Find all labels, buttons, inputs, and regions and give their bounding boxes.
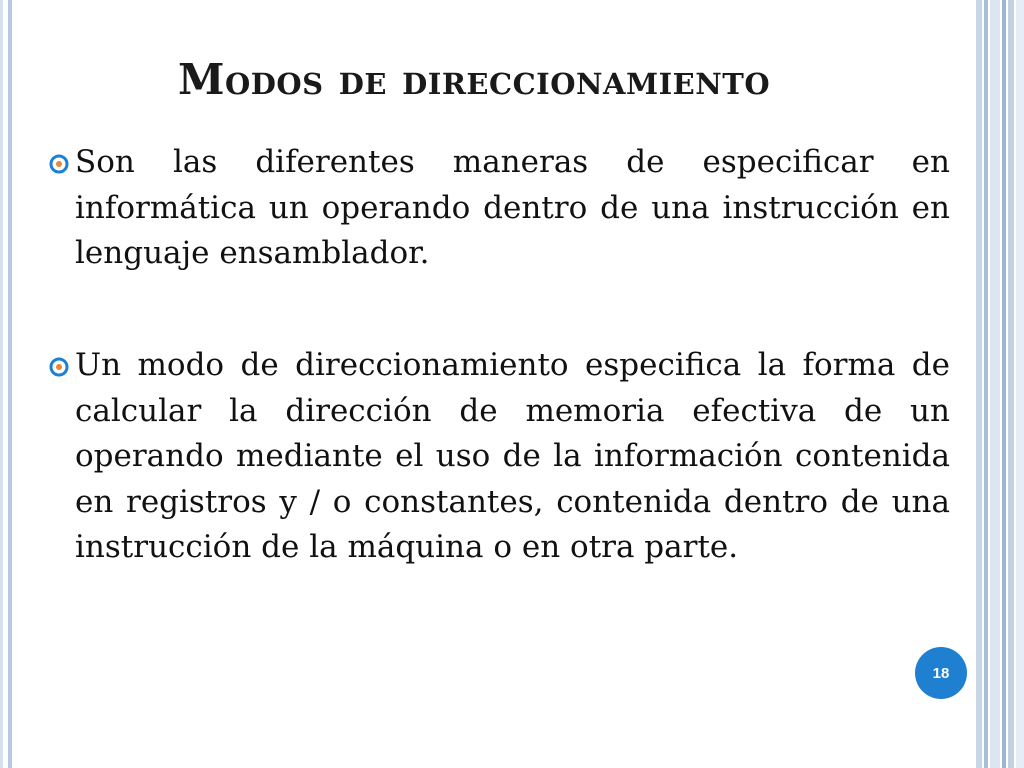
right-stripe xyxy=(984,0,988,768)
circle-bullet-icon xyxy=(48,356,70,378)
right-stripe xyxy=(976,0,982,768)
right-stripe xyxy=(1008,0,1014,768)
right-stripe xyxy=(990,0,1000,768)
bullet-text: Son las diferentes maneras de especificar en informática un operando dentro de una instrucción en lenguaje ensamblador. xyxy=(75,144,950,271)
slide-title: Modos de direccionamiento xyxy=(178,55,771,104)
bullet-text: Un modo de direccionamiento especifica la forma de calcular la dirección de memoria efectiva de un operando mediante el uso de la información contenida en registros y / o constantes, contenida dentro de una instrucción de la máquina o en otra parte. xyxy=(75,347,950,565)
right-stripe xyxy=(1002,0,1006,768)
page-number-badge: 18 xyxy=(915,647,967,699)
left-border xyxy=(8,0,12,768)
left-border-outer xyxy=(0,0,3,768)
circle-bullet-icon xyxy=(48,153,70,175)
right-stripe xyxy=(1016,0,1024,768)
